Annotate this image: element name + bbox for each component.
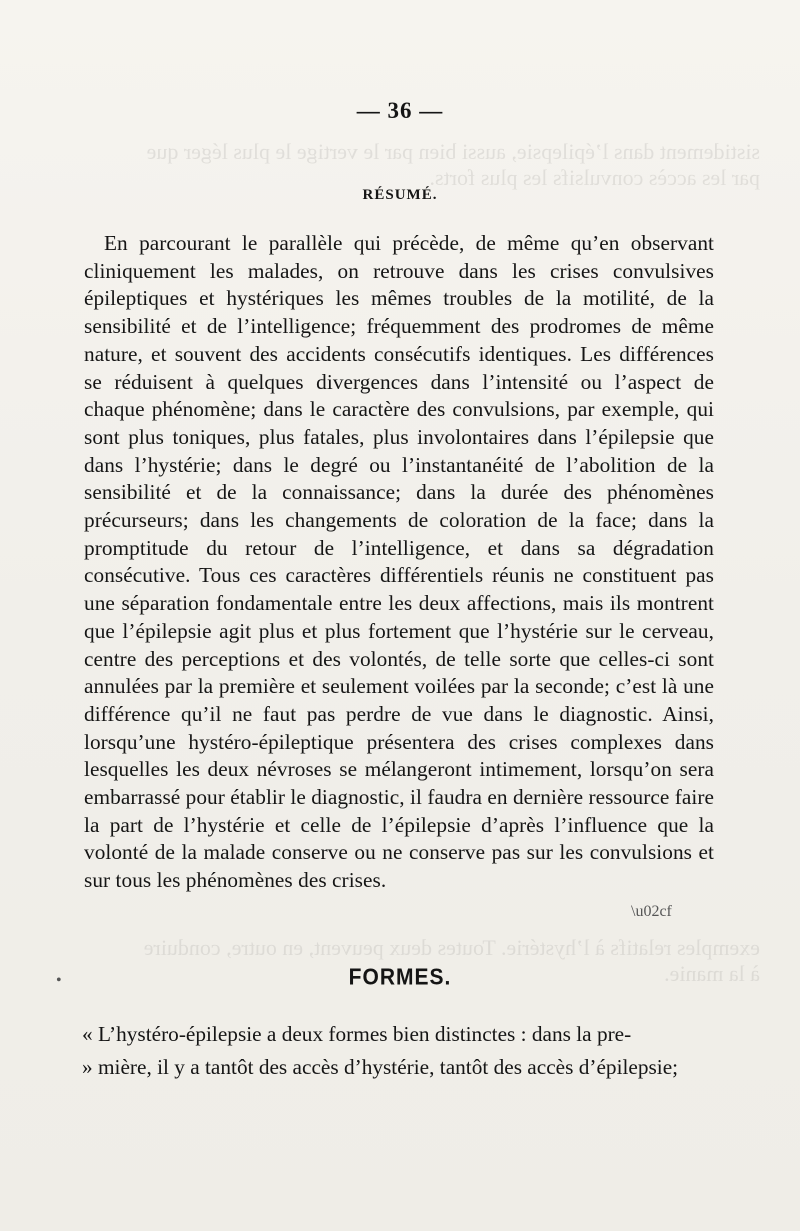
formes-quote-line-2: » mière, il y a tantôt des accès d’hystérie, tantôt des accès d’épilepsie;: [82, 1055, 679, 1079]
show-through-line: par les accès convulsifs les plus forts.: [429, 165, 760, 190]
formes-quote-line-1: « L’hystéro-épilepsie a deux formes bien distinctes : dans la pre-: [82, 1022, 632, 1046]
ink-mark: \u02cf: [631, 903, 672, 920]
summary-text: [84, 230, 714, 895]
section-title-resume: RÉSUMÉ.: [362, 187, 438, 203]
summary-paragraph: En parcourant le parallèle qui précède, de même qu’en observant cliniquement les malades, on retrouve dans les crises convulsives épileptiques et hystériques les mêmes troubles de la motilité, de la sensibilité et de l’intelligence; fréquemment des prodromes de même nature, et souvent des accidents consécutifs identiques. Les différences se réduisent à quelques divergences dans l’intensité ou l’aspect de chaque phénomène; dans le caractère des convulsions, par exemple, qui sont plus toniques, plus fatales, plus involontaires dans l’épilepsie que dans l’hystérie; dans le degré ou l’instantanéité de l’abolition de la sensibilité et de la connaissance; dans la durée des phénomènes précurseurs; dans les changements de coloration de la face; dans la promptitude du retour de l’intelligence, et dans sa dégradation consécutive. Tous ces caractères différentiels réunis ne constituent pas une séparation fondamentale entre les deux affections, mais ils montrent que l’épilepsie agit plus et plus fortement que l’hystérie sur le cerveau, centre des perceptions et des volontés, de telle sorte que celles-ci sont annulées par la première et seulement voilées par la seconde; c’est là une différence qu’il ne faut pas perdre de vue dans le diagnostic. Ainsi, lorsqu’une hystéro-épileptique présentera des crises complexes dans lesquelles les deux névroses se mélangeront intimement, lorsqu’on sera embarrassé pour établir le diagnostic, il faudra en dernière ressource faire la part de l’hystérie et celle de l’épilepsie d’après l’influence que la volonté de la malade conserve ou ne conserve pas sur les convulsions et sur tous les phénomènes des crises.: [84, 231, 714, 893]
page-number: — 36 —: [356, 98, 444, 123]
formes-quote: [82, 1018, 716, 1084]
section-title-formes: FORMES.: [348, 965, 452, 990]
show-through-line: exemples relatifs à l’hystérie. Toutes deux peuvent, en outre, conduire: [143, 935, 760, 960]
show-through-line: sistidement dans l’épilepsie, aussi bien par le vertige le plus léger que: [146, 139, 760, 164]
margin-mark: •: [56, 972, 62, 989]
show-through-line: à la manie.: [664, 961, 760, 986]
